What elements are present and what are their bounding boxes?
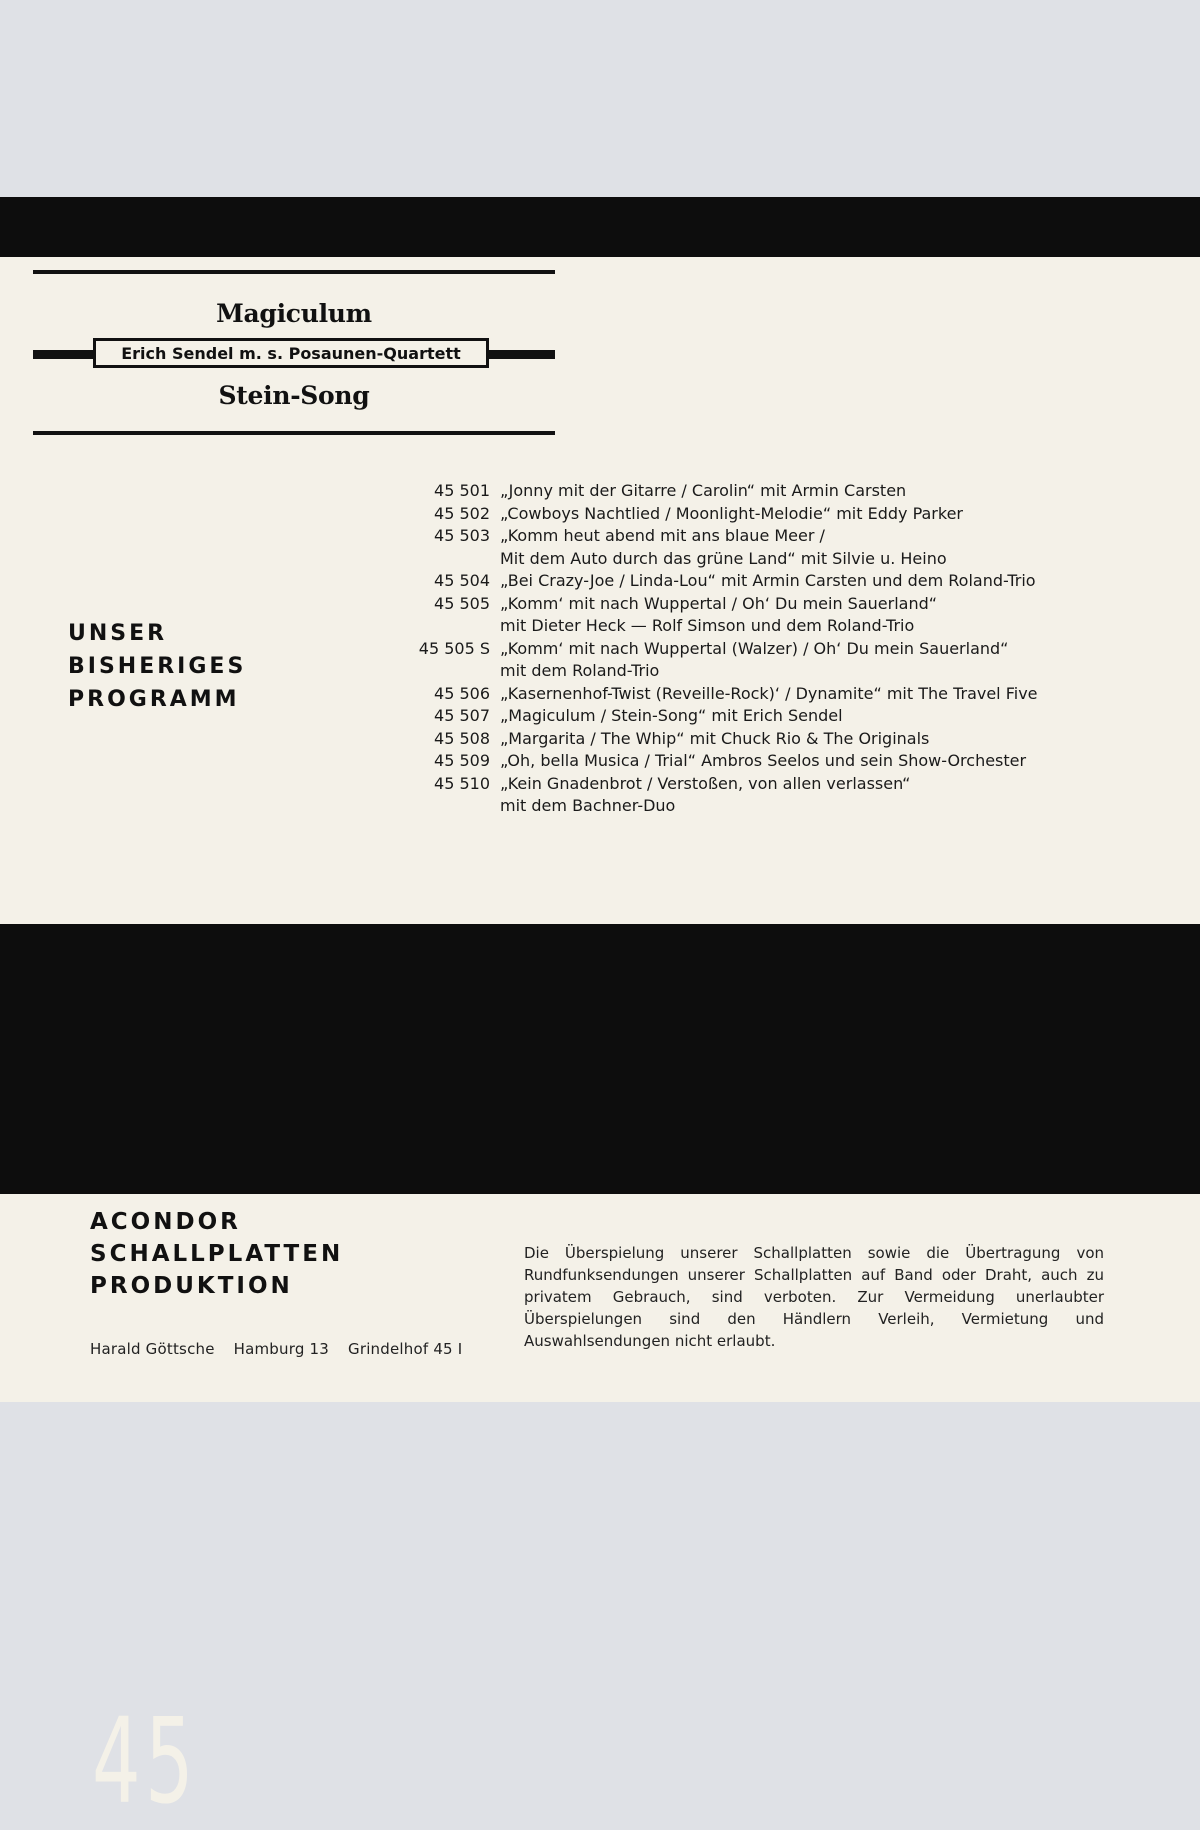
catalog-entry — [390, 480, 1190, 503]
catalog-entry — [390, 593, 1190, 616]
catalog-number: 45 504 — [434, 571, 490, 590]
company-name-line: ACONDOR — [90, 1209, 241, 1235]
address-street: Grindelhof 45 I — [348, 1340, 463, 1358]
catalog-entry — [390, 750, 1190, 773]
catalog-number: 45 501 — [434, 481, 490, 500]
catalog-entry — [390, 615, 1190, 638]
catalog-title: Mit dem Auto durch das grüne Land“ mit Silvie u. Heino — [500, 548, 947, 568]
catalog-title: „Cowboys Nachtlied / Moonlight-Melodie“ mit Eddy Parker — [500, 503, 963, 523]
catalog-title: „Komm heut abend mit ans blaue Meer / — [500, 526, 825, 545]
company-address — [90, 1340, 476, 1358]
catalog-title: „Bei Crazy-Joe / Linda-Lou“ mit Armin Carsten und dem Roland-Trio — [500, 571, 1036, 590]
legal-notice: Die Überspielung unserer Schallplatten sowie die Übertragung von Rundfunksendungen unserer Schallplatten auf Band oder Draht, auch zu privatem Gebrauch, sind verboten. Zur Vermeidung unerlaubter Überspielungen sind den Händlern Verleih, Vermietung und Auswahlsendungen nicht erlaubt. — [524, 1244, 1104, 1350]
rule-top — [33, 270, 555, 274]
catalog-number: 45 510 — [434, 773, 490, 793]
program-heading-line: BISHERIGES — [68, 654, 247, 679]
catalog-number: 45 508 — [434, 728, 490, 748]
catalog-title: „Oh, bella Musica / Trial“ Ambros Seelos und sein Show-Orchester — [500, 751, 1027, 770]
catalog-entry — [390, 795, 1190, 818]
company-name — [90, 1206, 343, 1302]
catalog-title: „Kasernenhof-Twist (Reveille-Rock)‘ / Dynamite“ mit The Travel Five — [500, 683, 1038, 703]
catalog-entry — [390, 660, 1190, 683]
catalog-title: mit dem Bachner-Duo — [500, 796, 676, 815]
catalog-title: mit dem Roland-Trio — [500, 661, 660, 680]
catalog-number: 45 502 — [434, 503, 490, 523]
company-name-line: SCHALLPLATTEN — [90, 1241, 344, 1267]
catalog-entry — [390, 683, 1190, 706]
catalog-entry — [390, 503, 1190, 526]
catalog-list — [390, 480, 1190, 818]
top-black-band — [0, 197, 1200, 257]
catalog-entry — [390, 570, 1190, 593]
catalog-number: 45 505 S — [418, 638, 490, 658]
rule-bottom — [33, 431, 555, 435]
catalog-number: 45 506 — [434, 683, 490, 703]
series-number: 45 — [92, 1692, 198, 1830]
catalog-number: 45 507 — [434, 706, 490, 725]
program-heading — [68, 617, 246, 716]
program-heading-line: UNSER — [68, 621, 168, 646]
catalog-number: 45 503 — [434, 526, 490, 545]
catalog-title: „Jonny mit der Gitarre / Carolin“ mit Armin Carsten — [500, 481, 907, 500]
catalog-entry — [390, 773, 1190, 796]
catalog-title: „Magiculum / Stein-Song“ mit Erich Sendel — [500, 706, 843, 725]
program-heading-line: PROGRAMM — [68, 687, 240, 712]
catalog-entry — [390, 525, 1190, 548]
address-city: Hamburg 13 — [233, 1340, 330, 1358]
catalog-entry — [390, 705, 1190, 728]
record-title-b: Stein-Song — [218, 381, 370, 410]
catalog-title: „Komm‘ mit nach Wuppertal (Walzer) / Oh‘ Du mein Sauerland“ — [500, 638, 1009, 658]
address-owner: Harald Göttsche — [90, 1340, 215, 1358]
record-sleeve — [0, 197, 1200, 1830]
catalog-number: 45 509 — [434, 751, 490, 770]
catalog-title: mit Dieter Heck — Rolf Simson und dem Roland-Trio — [500, 616, 915, 635]
catalog-entry — [390, 548, 1190, 571]
catalog-entry — [390, 638, 1190, 661]
company-name-line: PRODUKTION — [90, 1273, 293, 1299]
catalog-number: 45 505 — [434, 593, 490, 613]
artist-label: Erich Sendel m. s. Posaunen-Quartett — [93, 338, 489, 368]
catalog-title: „Margarita / The Whip“ mit Chuck Rio & The Originals — [500, 728, 930, 748]
catalog-title: „Kein Gnadenbrot / Verstoßen, von allen verlassen“ — [500, 773, 911, 793]
catalog-entry — [390, 728, 1190, 751]
record-title-a: Magiculum — [216, 299, 372, 328]
catalog-title: „Komm‘ mit nach Wuppertal / Oh‘ Du mein Sauerland“ — [500, 593, 938, 613]
